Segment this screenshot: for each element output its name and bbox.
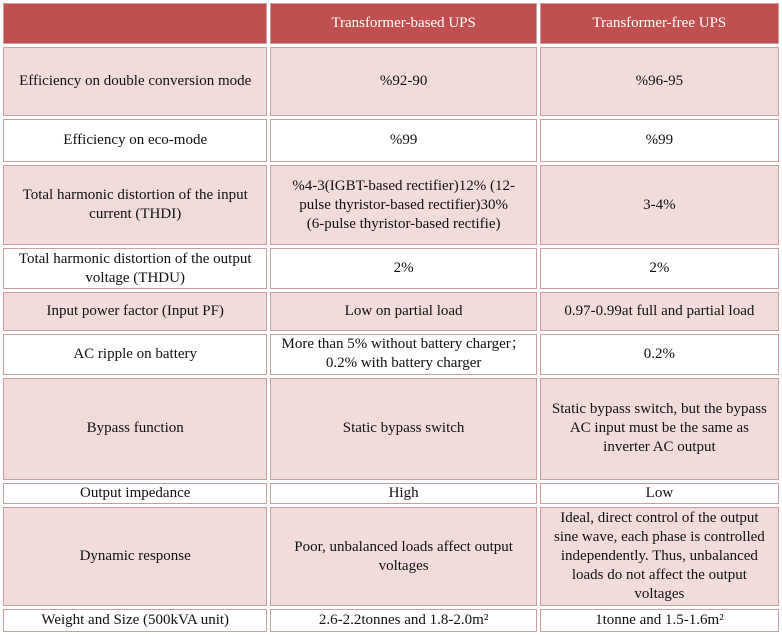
row-transformer-based-value: %92-90 xyxy=(270,47,536,116)
row-transformer-based-value: 2% xyxy=(270,248,536,289)
row-feature: Input power factor (Input PF) xyxy=(3,292,267,331)
row-transformer-based-value: Low on partial load xyxy=(270,292,536,331)
table-row xyxy=(3,47,779,116)
header-transformer-based: Transformer-based UPS xyxy=(270,3,536,44)
row-feature: Efficiency on double conversion mode xyxy=(3,47,267,116)
row-feature: Output impedance xyxy=(3,483,267,504)
row-transformer-free-value: Low xyxy=(540,483,779,504)
header-row xyxy=(3,3,779,44)
row-transformer-free-value: %96-95 xyxy=(540,47,779,116)
row-feature: AC ripple on battery xyxy=(3,334,267,375)
row-transformer-free-value: 1tonne and 1.5-1.6m² xyxy=(540,609,779,632)
row-feature: Total harmonic distortion of the input current (THDI) xyxy=(3,165,267,245)
table-row xyxy=(3,483,779,504)
row-transformer-free-value: Ideal, direct control of the output sine wave, each phase is controlled independently. Thus, unbalanced loads do not affect the output voltages xyxy=(540,507,779,606)
table-row xyxy=(3,334,779,375)
header-transformer-free: Transformer-free UPS xyxy=(540,3,779,44)
row-transformer-free-value: Static bypass switch, but the bypass AC input must be the same as inverter AC output xyxy=(540,378,779,480)
row-transformer-based-value: Static bypass switch xyxy=(270,378,536,480)
table-row xyxy=(3,165,779,245)
row-transformer-based-value: High xyxy=(270,483,536,504)
row-transformer-free-value: 3-4% xyxy=(540,165,779,245)
table-row xyxy=(3,378,779,480)
row-feature: Efficiency on eco-mode xyxy=(3,119,267,162)
row-transformer-free-value: %99 xyxy=(540,119,779,162)
row-feature: Dynamic response xyxy=(3,507,267,606)
row-transformer-based-value: Poor, unbalanced loads affect output voltages xyxy=(270,507,536,606)
table-row xyxy=(3,507,779,606)
row-transformer-based-value: 2.6-2.2tonnes and 1.8-2.0m² xyxy=(270,609,536,632)
row-transformer-free-value: 2% xyxy=(540,248,779,289)
row-transformer-free-value: 0.97-0.99at full and partial load xyxy=(540,292,779,331)
row-transformer-based-value: More than 5% without battery charger；0.2% with battery charger xyxy=(270,334,536,375)
row-transformer-based-value: %4-3(IGBT-based rectifier)12% (12-pulse thyristor-based rectifier)30% (6-pulse thyristor-based rectifie) xyxy=(270,165,536,245)
table-row xyxy=(3,292,779,331)
row-feature: Weight and Size (500kVA unit) xyxy=(3,609,267,632)
row-transformer-free-value: 0.2% xyxy=(540,334,779,375)
row-feature: Bypass function xyxy=(3,378,267,480)
table-row xyxy=(3,119,779,162)
row-feature: Total harmonic distortion of the output voltage (THDU) xyxy=(3,248,267,289)
row-transformer-based-value: %99 xyxy=(270,119,536,162)
header-feature-cell xyxy=(3,3,267,44)
table-row xyxy=(3,609,779,632)
table-row xyxy=(3,248,779,289)
